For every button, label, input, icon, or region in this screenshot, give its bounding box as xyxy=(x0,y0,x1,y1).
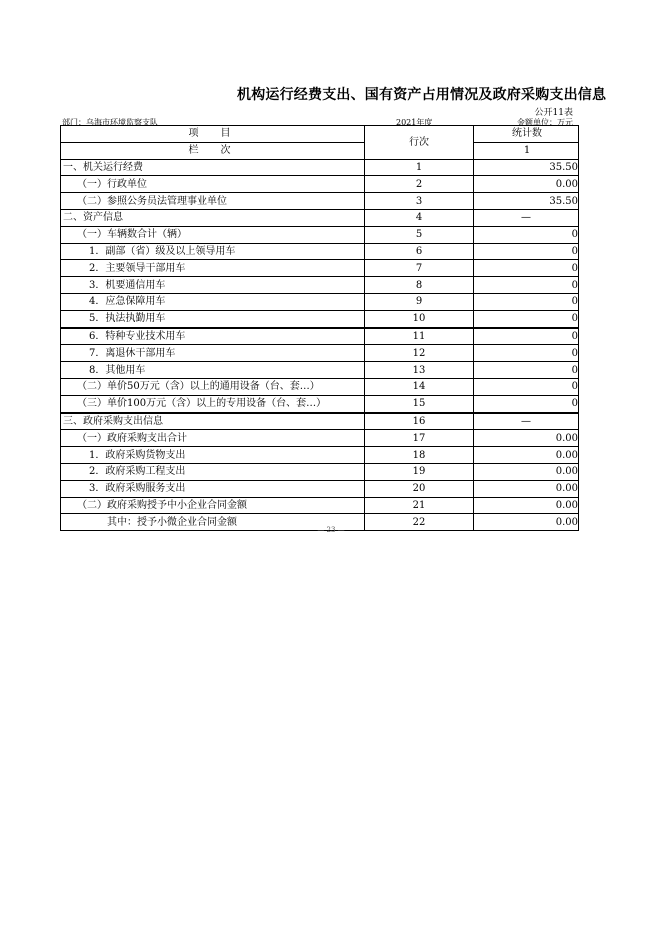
table-row xyxy=(61,176,579,193)
row-item: 1．政府采购货物支出 xyxy=(61,447,365,464)
table-header-row xyxy=(61,142,579,159)
row-number: 20 xyxy=(365,480,474,497)
row-number: 11 xyxy=(365,328,474,345)
table-row xyxy=(61,378,579,395)
row-number: 3 xyxy=(365,193,474,210)
table-tag: 公开11表 xyxy=(534,108,573,118)
row-value: 0 xyxy=(474,362,579,379)
row-number: 13 xyxy=(365,362,474,379)
table-header-row xyxy=(61,126,579,143)
row-number: 17 xyxy=(365,430,474,447)
row-item: 一、机关运行经费 xyxy=(61,159,365,176)
row-value: 0 xyxy=(474,395,579,412)
row-number: 10 xyxy=(365,310,474,327)
row-value: 0 xyxy=(474,378,579,395)
row-value: 0.00 xyxy=(474,430,579,447)
row-number: 19 xyxy=(365,463,474,480)
row-value: 0 xyxy=(474,328,579,345)
table-row xyxy=(61,362,579,379)
row-number: 16 xyxy=(365,413,474,430)
table-row xyxy=(61,328,579,345)
header-item: 项 目 xyxy=(61,126,365,143)
row-value: 0 xyxy=(474,310,579,327)
row-item: （二）参照公务员法管理事业单位 xyxy=(61,193,365,210)
table-row xyxy=(61,293,579,310)
row-value: 0.00 xyxy=(474,480,579,497)
header-row-no: 行次 xyxy=(365,126,474,160)
row-value: 0 xyxy=(474,226,579,243)
row-value: 35.50 xyxy=(474,159,579,176)
row-item: 三、政府采购支出信息 xyxy=(61,413,365,430)
row-item: 3．政府采购服务支出 xyxy=(61,480,365,497)
row-item: 4．应急保障用车 xyxy=(61,293,365,310)
row-number: 2 xyxy=(365,176,474,193)
table-row xyxy=(61,395,579,412)
table-row xyxy=(61,226,579,243)
row-number: 1 xyxy=(365,159,474,176)
header-column: 栏 次 xyxy=(61,142,365,159)
row-number: 8 xyxy=(365,277,474,294)
row-item: 1．副部（省）级及以上领导用车 xyxy=(61,243,365,260)
table-row xyxy=(61,430,579,447)
row-item: （二）单价50万元（含）以上的通用设备（台、套…） xyxy=(61,378,365,395)
row-number: 18 xyxy=(365,447,474,464)
row-value: — xyxy=(474,413,579,430)
row-value: 0.00 xyxy=(474,497,579,514)
report-title: 机构运行经费支出、国有资产占用情况及政府采购支出信息 xyxy=(237,87,607,103)
row-value: 35.50 xyxy=(474,193,579,210)
row-number: 5 xyxy=(365,226,474,243)
row-value: 0 xyxy=(474,293,579,310)
row-number: 12 xyxy=(365,345,474,362)
row-item: 2．政府采购工程支出 xyxy=(61,463,365,480)
row-item: （二）政府采购授予中小企业合同金额 xyxy=(61,497,365,514)
department-label: 部门：乌海市环境监察支队 xyxy=(62,118,158,127)
page-number: — 23 — xyxy=(317,526,345,534)
row-value: 0 xyxy=(474,277,579,294)
row-number: 22 xyxy=(365,514,474,531)
row-number: 21 xyxy=(365,497,474,514)
row-value: 0 xyxy=(474,345,579,362)
row-number: 4 xyxy=(365,209,474,226)
row-value: 0.00 xyxy=(474,447,579,464)
row-value: 0.00 xyxy=(474,176,579,193)
row-value: — xyxy=(474,209,579,226)
table-row xyxy=(61,463,579,480)
row-item: 6．特种专业技术用车 xyxy=(61,328,365,345)
table-row xyxy=(61,480,579,497)
table-row xyxy=(61,413,579,430)
table-row xyxy=(61,310,579,327)
table-row xyxy=(61,497,579,514)
row-value: 0 xyxy=(474,260,579,277)
expenditure-table xyxy=(60,125,578,528)
row-item: 8．其他用车 xyxy=(61,362,365,379)
table-row xyxy=(61,209,579,226)
table-row xyxy=(61,447,579,464)
row-item: 二、资产信息 xyxy=(61,209,365,226)
row-item: （一）政府采购支出合计 xyxy=(61,430,365,447)
row-item: 5．执法执勤用车 xyxy=(61,310,365,327)
table-row xyxy=(61,159,579,176)
row-item: 7．离退休干部用车 xyxy=(61,345,365,362)
table-row xyxy=(61,243,579,260)
row-item: 其中：授予小微企业合同金额 xyxy=(61,514,365,531)
year-label: 2021年度 xyxy=(396,118,433,127)
table-row xyxy=(61,277,579,294)
table-row xyxy=(61,193,579,210)
header-column-no: 1 xyxy=(474,142,579,159)
table-row xyxy=(61,345,579,362)
header-stat: 统计数 xyxy=(474,126,579,143)
row-value: 0 xyxy=(474,243,579,260)
unit-label: 金额单位：万元 xyxy=(517,118,573,127)
row-number: 7 xyxy=(365,260,474,277)
row-number: 9 xyxy=(365,293,474,310)
row-number: 15 xyxy=(365,395,474,412)
row-value: 0.00 xyxy=(474,514,579,531)
row-number: 14 xyxy=(365,378,474,395)
table-row xyxy=(61,260,579,277)
row-item: （三）单价100万元（含）以上的专用设备（台、套…） xyxy=(61,395,365,412)
row-item: （一）车辆数合计（辆） xyxy=(61,226,365,243)
row-item: （一）行政单位 xyxy=(61,176,365,193)
row-number: 6 xyxy=(365,243,474,260)
row-item: 2．主要领导干部用车 xyxy=(61,260,365,277)
row-value: 0.00 xyxy=(474,463,579,480)
row-item: 3．机要通信用车 xyxy=(61,277,365,294)
